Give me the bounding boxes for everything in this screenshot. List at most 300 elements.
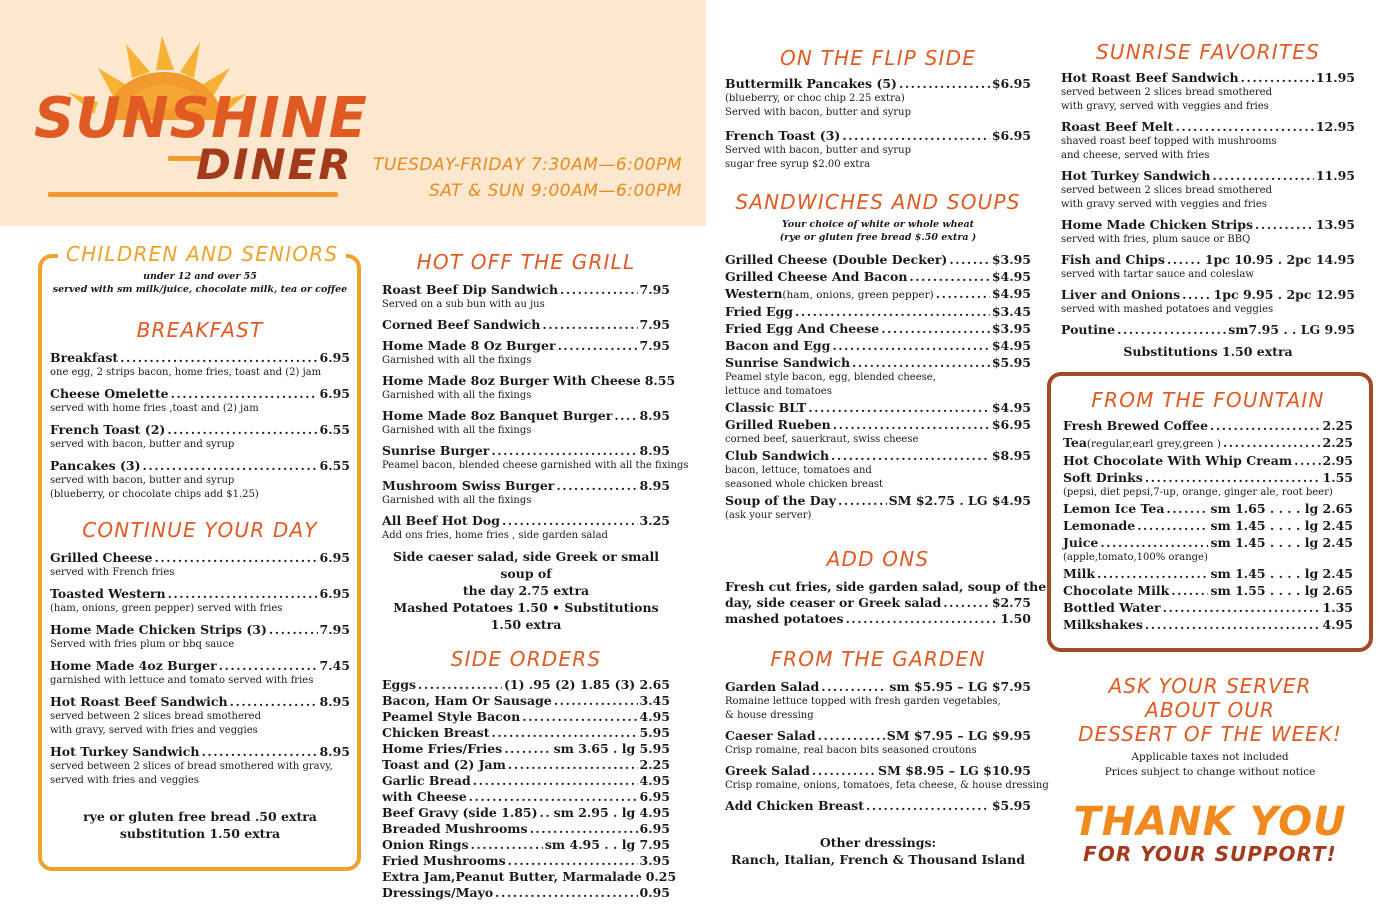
menu-item-price: 8.95: [639, 408, 670, 423]
grill-title: HOT OFF THE GRILL: [416, 250, 636, 274]
menu-item-price: 6.95: [319, 350, 350, 365]
menu-item-price: 8.95: [639, 478, 670, 493]
menu-item-description: corned beef, sauerkraut, swiss cheese: [725, 434, 919, 445]
dot-leader: [495, 885, 637, 901]
menu-item: [50, 586, 350, 616]
menu-item-name: Soup of the Day: [725, 493, 836, 508]
grill-notes: [382, 548, 670, 633]
menu-item-price: sm 1.45 . . . . lg 2.45: [1210, 518, 1353, 533]
dessert-callout: [1060, 674, 1360, 746]
menu-item-name: Grilled Rueben: [725, 417, 831, 432]
dot-leader: [838, 493, 887, 509]
menu-item: [382, 725, 670, 741]
menu-item: [725, 269, 1031, 285]
menu-item: [1061, 119, 1355, 163]
menu-item-name: Buttermilk Pancakes (5): [725, 76, 897, 91]
menu-item-name: Home Made 8oz Banquet Burger: [382, 408, 613, 423]
menu-item-line: [382, 789, 670, 805]
taxes-note: Applicable taxes not included: [1131, 751, 1289, 763]
menu-item: [50, 550, 350, 580]
dot-leader: [154, 550, 317, 566]
menu-item-line: [725, 798, 1031, 814]
menu-item-name: Milk: [1063, 566, 1095, 581]
menu-item-line: [382, 443, 670, 459]
dot-leader: [852, 355, 990, 371]
menu-item-name: Mushroom Swiss Burger: [382, 478, 555, 493]
menu-item: [725, 763, 1049, 793]
fountain-title: FROM THE FOUNTAIN: [1091, 388, 1325, 412]
dot-leader: [818, 728, 885, 744]
favorites-title: SUNRISE FAVORITES: [1096, 40, 1320, 64]
sides-list: [382, 677, 677, 901]
menu-item: [382, 478, 670, 508]
menu-item-price: 7.95: [639, 317, 670, 332]
menu-item-name: Hot Roast Beef Sandwich: [50, 694, 228, 709]
menu-item-price: 3.95: [639, 853, 670, 868]
menu-item-price: 8.95: [639, 443, 670, 458]
menu-item-description: Add ons fries, home fries , side garden salad: [382, 530, 608, 541]
sides-title: SIDE ORDERS: [450, 647, 602, 671]
menu-item-description: Served with bacon, butter and syrup: [725, 107, 912, 118]
menu-item-description: Peamel bacon, blended cheese garnished with all the fixings: [382, 460, 689, 471]
dot-leader: [812, 763, 876, 779]
menu-item-line: [382, 373, 676, 389]
menu-item-name: Western: [725, 286, 783, 301]
menu-item-line: [725, 679, 1031, 695]
menu-item-price: SM $7.95 – LG $9.95: [886, 728, 1031, 743]
menu-item-name: Fried Mushrooms: [382, 853, 506, 868]
menu-item-name: Extra Jam,Peanut Butter, Marmalade: [382, 869, 642, 884]
menu-item: [382, 373, 676, 403]
menu-item-price: $5.95: [991, 355, 1031, 370]
menu-item-price: 8.95: [319, 744, 350, 759]
menu-item-price: sm 1.45 . . . . lg 2.45: [1210, 566, 1353, 581]
menu-item-line: [1061, 322, 1355, 338]
dot-leader: [167, 422, 317, 438]
menu-item-line: [382, 773, 670, 789]
menu-item-line: [382, 725, 670, 741]
dot-leader: [554, 693, 638, 709]
favorites-list: [1061, 70, 1355, 338]
menu-item-price: $8.95: [991, 448, 1031, 463]
menu-item-price: 4.95: [639, 709, 670, 724]
dot-leader: [1097, 566, 1208, 582]
menu-item: [725, 417, 1031, 447]
menu-item-price: 2.25: [639, 757, 670, 772]
dot-leader: [143, 458, 318, 474]
menu-item-description: seasoned whole chicken breast: [725, 479, 884, 490]
menu-item-price: 6.95: [319, 550, 350, 565]
menu-item-line: [725, 304, 1031, 320]
menu-item-name: French Toast (3): [725, 128, 841, 143]
menu-item-name: Home Made 8 Oz Burger: [382, 338, 556, 353]
dot-leader: [1163, 600, 1321, 616]
dot-leader: [821, 679, 887, 695]
menu-item: [50, 622, 350, 652]
menu-item-name: Hot Turkey Sandwich: [1061, 168, 1211, 183]
menu-item-name: Bacon and Egg: [725, 338, 831, 353]
menu-item-line: [382, 513, 670, 529]
grill-list: [382, 282, 689, 543]
sunshine-diner-logo: [28, 28, 368, 208]
menu-item: [382, 773, 670, 789]
dot-leader: [1176, 119, 1314, 135]
dot-leader: [504, 741, 551, 757]
addons-price-2: $2.75: [991, 595, 1031, 610]
menu-item-line: [725, 400, 1031, 416]
menu-item-line: [725, 252, 1031, 268]
menu-item: [1061, 217, 1355, 247]
menu-item-line: [382, 693, 670, 709]
menu-item-name: Breakfast: [50, 350, 119, 365]
menu-item-name: Milkshakes: [1063, 617, 1143, 632]
menu-item-price: $4.95: [991, 400, 1031, 415]
menu-item-line: [50, 744, 350, 760]
menu-item-line: [382, 317, 670, 333]
menu-item-price: 13.95: [1315, 217, 1355, 232]
menu-item-price: 2.25: [1322, 418, 1353, 433]
menu-item-price: 1pc 9.95 . 2pc 12.95: [1213, 287, 1355, 302]
menu-item-description: served between 2 slices of bread smothered with gravy,: [50, 761, 333, 772]
menu-item-line: [1063, 453, 1353, 469]
children-subnote-1: under 12 and over 55: [143, 271, 257, 282]
menu-item-price: 6.95: [639, 821, 670, 836]
menu-item-line: [725, 128, 1031, 144]
menu-item-line: [1061, 252, 1355, 268]
menu-item-line: [1063, 518, 1353, 534]
menu-item-price: sm $5.95 – LG $7.95: [889, 679, 1031, 694]
grill-note-2: the day 2.75 extra: [462, 583, 590, 598]
menu-item-name: Pancakes (3): [50, 458, 141, 473]
menu-item-description: lettuce and tomatoes: [725, 386, 832, 397]
continue-day-notes: [50, 808, 350, 842]
menu-item-price: sm 1.55 . . . . lg 2.65: [1210, 583, 1353, 598]
menu-item-line: [382, 709, 670, 725]
dot-leader: [120, 350, 317, 366]
menu-item-line: [1063, 535, 1353, 551]
dot-leader: [473, 773, 638, 789]
dot-leader: [530, 821, 638, 837]
menu-item-description: (ask your server): [725, 510, 812, 521]
dot-leader: [502, 513, 638, 529]
menu-item-price: sm 4.95 . . lg 7.95: [544, 837, 670, 852]
menu-item: [50, 386, 350, 416]
dot-leader: [1145, 617, 1321, 633]
dot-leader: [491, 443, 637, 459]
menu-item-description: Garnished with all the fixings: [382, 390, 532, 401]
menu-item-name: Classic BLT: [725, 400, 807, 415]
grill-note-1: Side caeser salad, side Greek or small soup of: [393, 549, 659, 581]
menu-item-name: Fried Egg: [725, 304, 794, 319]
dot-leader: [230, 694, 318, 710]
dot-leader: [1145, 470, 1321, 486]
menu-item-description: (blueberry, or choc chip 2.25 extra): [725, 93, 905, 104]
logo-diner: DINER: [196, 140, 353, 189]
menu-item-line: [382, 853, 670, 869]
menu-item: [1061, 252, 1355, 282]
menu-item-description: (apple,tomato,100% orange): [1063, 552, 1208, 563]
menu-item-description: with gravy served with veggies and fries: [1061, 199, 1267, 210]
menu-item: [725, 252, 1031, 268]
menu-item-line: [1063, 470, 1353, 486]
menu-item: [725, 338, 1031, 354]
dot-leader: [1294, 453, 1320, 469]
dot-leader: [469, 789, 638, 805]
menu-item-line: [1063, 583, 1353, 599]
menu-item-line: [725, 286, 1031, 303]
breakfast-title: BREAKFAST: [136, 318, 264, 342]
menu-item: [1063, 418, 1353, 434]
menu-item-description: Served with bacon, butter and syrup: [725, 145, 912, 156]
column-3: [725, 46, 1049, 868]
menu-item-description: served between 2 slices bread smothered: [1061, 185, 1272, 196]
menu-item-name: Home Fries/Fries: [382, 741, 503, 756]
menu-item: [50, 658, 350, 688]
menu-item-description: and cheese, served with fries: [1061, 150, 1210, 161]
dot-leader: [560, 282, 638, 298]
dot-leader: [168, 586, 318, 602]
dot-leader: [899, 76, 990, 92]
menu-item-name: Hot Turkey Sandwich: [50, 744, 200, 759]
menu-item-name: Chicken Breast: [382, 725, 490, 740]
menu-item-line: [1061, 217, 1355, 233]
menu-item-line: [1061, 287, 1355, 303]
menu-item-name: Home Made 4oz Burger: [50, 658, 217, 673]
menu-item-name: Home Made Chicken Strips (3): [50, 622, 267, 637]
menu-item-price: 0.25: [645, 869, 677, 884]
menu-item-line: [382, 837, 670, 853]
menu-item-price: 6.95: [639, 789, 670, 804]
menu-item-name: Tea: [1063, 435, 1087, 450]
menu-item-line: [725, 338, 1031, 354]
menu-item: [725, 493, 1031, 523]
dot-leader: [1167, 252, 1203, 268]
menu-item-line: [382, 338, 670, 354]
dressings-label: Other dressings:: [819, 835, 937, 850]
menu-item-description: served between 2 slices bread smothered: [50, 711, 261, 722]
menu-item-price: 8.95: [319, 694, 350, 709]
menu-item-name: Onion Rings: [382, 837, 469, 852]
menu-item-name: Juice: [1063, 535, 1099, 550]
bread-note: rye or gluten free bread .50 extra: [83, 809, 317, 824]
menu-item-price: $6.95: [991, 417, 1031, 432]
menu-item-description: served with bacon, butter and syrup: [50, 439, 235, 450]
menu-item-name: Hot Roast Beef Sandwich: [1061, 70, 1239, 85]
fountain-content: [1063, 388, 1353, 634]
menu-item: [50, 694, 350, 738]
menu-item: [382, 709, 670, 725]
menu-item-line: [725, 493, 1031, 509]
dot-leader: [866, 798, 990, 814]
menu-item-name: Garden Salad: [725, 679, 820, 694]
menu-item-price: sm 1.65 . . . . lg 2.65: [1210, 501, 1353, 516]
menu-item-line: [1063, 600, 1353, 616]
menu-item-description: with gravy, served with veggies and fries: [1061, 101, 1269, 112]
favorites-note: Substitutions 1.50 extra: [1123, 344, 1293, 359]
menu-item: [1061, 70, 1355, 114]
menu-item-name: Peamel Style Bacon: [382, 709, 521, 724]
dressings-list: Ranch, Italian, French & Thousand Island: [730, 852, 1026, 867]
menu-item: [382, 853, 670, 869]
menu-item-name: Breaded Mushrooms: [382, 821, 528, 836]
dot-leader: [1255, 217, 1314, 233]
dot-leader: [171, 386, 318, 402]
menu-item-price: SM $2.75 . LG $4.95: [888, 493, 1031, 508]
menu-item-description: garnished with lettuce and tomato served with fries: [50, 675, 314, 686]
menu-item: [382, 757, 670, 773]
menu-item-price: 2.25: [1322, 435, 1353, 450]
menu-item: [1063, 453, 1353, 469]
menu-item-line: [1063, 617, 1353, 633]
menu-item-line: [382, 869, 677, 885]
menu-item-line: [50, 622, 350, 638]
menu-item-description: served with fries, plum sauce or BBQ: [1061, 234, 1251, 245]
menu-item-name: Caeser Salad: [725, 728, 816, 743]
menu-item-note: (regular,earl grey,green ): [1086, 438, 1221, 450]
sandwich-list: [725, 252, 1031, 523]
dot-leader: [1171, 583, 1208, 599]
menu-item-price: 11.95: [1315, 168, 1355, 183]
menu-item: [382, 693, 670, 709]
menu-item-price: 0.95: [639, 885, 670, 900]
dot-leader: [219, 658, 318, 674]
hours-weekday: TUESDAY-FRIDAY 7:30AM—6:00PM: [373, 155, 682, 175]
menu-item: [50, 350, 350, 380]
menu-item-price: 4.95: [1322, 617, 1353, 632]
menu-item: [725, 128, 1031, 172]
dot-leader: [1117, 322, 1226, 338]
menu-item-description: served with bacon, butter and syrup: [50, 475, 235, 486]
menu-item-line: [1061, 119, 1355, 135]
menu-item-description: Garnished with all the fixings: [382, 355, 532, 366]
menu-item-line: [725, 728, 1031, 744]
menu-item-name: Sunrise Burger: [382, 443, 490, 458]
dot-leader: [936, 286, 990, 302]
menu-item-description: shaved roast beef topped with mushrooms: [1061, 136, 1277, 147]
menu-item-name: Bottled Water: [1063, 600, 1161, 615]
dot-leader: [508, 853, 638, 869]
menu-item-name: Fried Egg And Cheese: [725, 321, 880, 336]
addons-line-1: [725, 579, 1047, 595]
menu-item: [725, 798, 1031, 814]
children-subnote-2: served with sm milk/juice, chocolate milk, tea or coffee: [52, 284, 348, 295]
dot-leader: [1241, 70, 1314, 86]
menu-item-description: sugar free syrup $2.00 extra: [725, 159, 871, 170]
column-2: [382, 250, 689, 901]
menu-item-price: 7.95: [639, 338, 670, 353]
dot-leader: [418, 677, 502, 693]
sandwiches-subnote-1: Your choice of white or whole wheat: [781, 219, 975, 230]
menu-item-name: Cheese Omelette: [50, 386, 169, 401]
dot-leader: [269, 622, 318, 638]
menu-item: [725, 728, 1031, 758]
menu-item-description: (pepsi, diet pepsi,7-up, orange, ginger ale, root beer): [1063, 487, 1333, 498]
menu-item-name: Eggs: [382, 677, 417, 692]
menu-item: [725, 355, 1031, 399]
dot-leader: [556, 478, 637, 494]
menu-item: [50, 458, 350, 502]
menu-item: [382, 338, 670, 368]
dot-leader: [1210, 418, 1321, 434]
menu-item: [50, 744, 350, 788]
addons-text-3: mashed potatoes: [725, 611, 844, 626]
menu-item-name: Liver and Onions: [1061, 287, 1181, 302]
menu-item-price: 1.35: [1322, 600, 1353, 615]
menu-item: [1063, 583, 1353, 599]
menu-item-price: 7.45: [319, 658, 350, 673]
menu-item: [725, 448, 1031, 492]
menu-item: [382, 789, 670, 805]
menu-item-name: Fresh Brewed Coffee: [1063, 418, 1209, 433]
menu-item-name: Sunrise Sandwich: [725, 355, 851, 370]
menu-item-line: [50, 658, 350, 674]
dot-leader: [542, 317, 637, 333]
menu-item-description: (blueberry, or chocolate chips add $1.25): [50, 489, 259, 500]
menu-item-price: sm7.95 . . LG 9.95: [1228, 322, 1355, 337]
addons-line-3: [725, 611, 1031, 627]
menu-item-name: Grilled Cheese: [50, 550, 153, 565]
dot-leader: [832, 338, 990, 354]
menu-item-line: [50, 458, 350, 474]
menu-item-price: $6.95: [991, 128, 1031, 143]
menu-item-description: with gravy, served with fries and veggies: [50, 725, 258, 736]
menu-item-name: Bacon, Ham Or Sausage: [382, 693, 552, 708]
menu-item-line: [50, 694, 350, 710]
menu-item: [1063, 535, 1353, 565]
logo-sunshine: SUNSHINE: [34, 86, 368, 151]
dot-leader: [508, 757, 638, 773]
menu-item: [382, 821, 670, 837]
menu-item-line: [382, 677, 670, 693]
menu-item-name: Home Made 8oz Burger With Cheese: [382, 373, 641, 388]
menu-item-name: with Cheese: [382, 789, 467, 804]
menu-item-description: Crisp romaine, real bacon bits seasoned croutons: [725, 745, 977, 756]
fountain-list: [1063, 418, 1353, 633]
dot-leader: [522, 709, 637, 725]
column-4: [1061, 40, 1355, 360]
dot-leader: [1213, 168, 1314, 184]
menu-item-line: [382, 408, 670, 424]
menu-item-line: [382, 805, 670, 821]
dot-leader: [1182, 287, 1211, 303]
menu-item-price: $6.95: [991, 76, 1031, 91]
menu-item-line: [725, 321, 1031, 337]
dot-leader: [614, 408, 637, 424]
dessert-line-2: ABOUT OUR: [1145, 698, 1275, 722]
dot-leader: [471, 837, 543, 853]
dot-leader: [949, 252, 990, 268]
dot-leader: [842, 128, 990, 144]
menu-item-name: Corned Beef Sandwich: [382, 317, 541, 332]
menu-item-price: $4.95: [991, 269, 1031, 284]
menu-item-name: Lemonade: [1063, 518, 1136, 533]
support-line: FOR YOUR SUPPORT!: [1083, 842, 1337, 866]
menu-item-description: Served with fries plum or bbq sauce: [50, 639, 235, 650]
grill-note-3: Mashed Potatoes 1.50 • Substitutions 1.50 extra: [393, 600, 659, 632]
menu-item-price: $3.95: [991, 252, 1031, 267]
dot-leader: [833, 417, 990, 433]
dot-leader: [491, 725, 637, 741]
menu-item: [382, 805, 670, 821]
menu-item-name: Chocolate Milk: [1063, 583, 1170, 598]
menu-item: [725, 400, 1031, 416]
menu-item-name: Add Chicken Breast: [725, 798, 864, 813]
menu-item-line: [725, 448, 1031, 464]
dot-leader: [1137, 518, 1208, 534]
menu-item-price: 7.95: [319, 622, 350, 637]
menu-item: [1063, 501, 1353, 517]
menu-item: [1063, 435, 1353, 452]
